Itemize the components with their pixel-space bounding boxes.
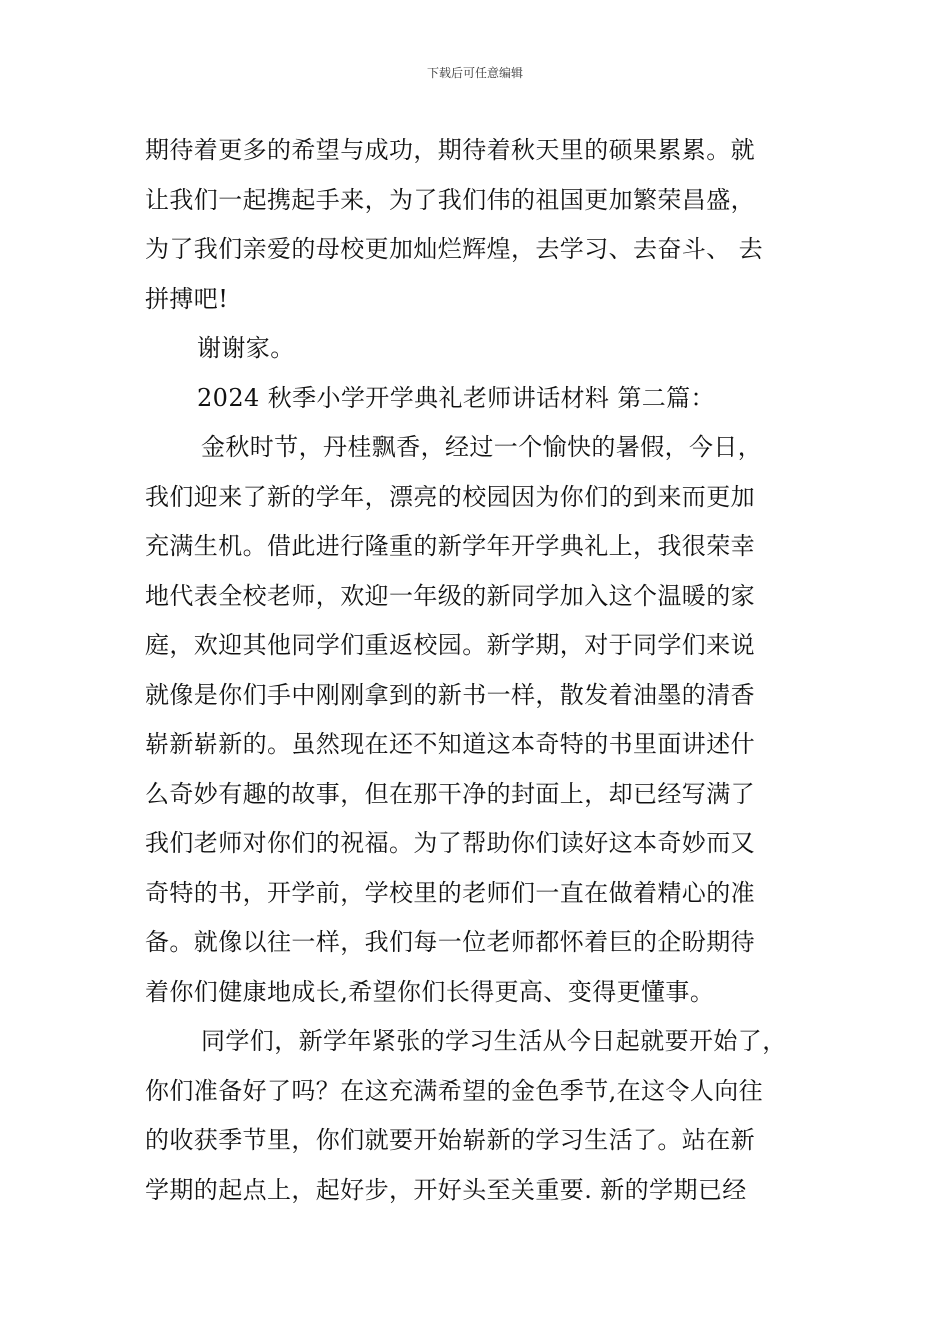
text-line: 地代表全校老师，欢迎一年级的新同学加入这个温暖的家 bbox=[145, 581, 755, 610]
page-header: 下载后可任意编辑 bbox=[426, 66, 523, 80]
text-line: 我们迎来了新的学年，漂亮的校园因为你们的到来而更加 bbox=[145, 482, 755, 511]
text-line: 我们老师对你们的祝福。为了帮助你们读好这本奇妙而又 bbox=[145, 829, 755, 857]
text-line: 么奇妙有趣的故事，但在那干净的封面上，却已经写满了 bbox=[145, 779, 755, 808]
text-line: 崭新崭新的。虽然现在还不知道这本奇特的书里面讲述什 bbox=[145, 730, 755, 758]
text-line: 着你们健康地成长,希望你们长得更高、变得更懂事。 bbox=[145, 977, 715, 1006]
text-line: 拼搏吧! bbox=[145, 284, 229, 313]
text-line: 庭，欢迎其他同学们重返校园。新学期，对于同学们来说 bbox=[145, 631, 755, 659]
paragraph-start: 金秋时节，丹桂飘香，经过一个愉快的暑假，今日， bbox=[201, 433, 763, 461]
document-body bbox=[145, 126, 815, 1215]
text-line: 奇特的书，开学前，学校里的老师们一直在做着精心的准 bbox=[145, 878, 755, 907]
text-line: 你们准备好了吗？在这充满希望的金色季节,在这令人向往 bbox=[145, 1076, 764, 1105]
paragraph-start: 同学们，新学年紧张的学习生活从今日起就要开始了， bbox=[201, 1027, 787, 1055]
closing-line: 谢谢家。 bbox=[197, 334, 295, 362]
text-line: 备。就像以往一样，我们每一位老师都怀着巨的企盼期待 bbox=[145, 928, 755, 956]
text-line: 学期的起点上，起好步，开好头至关重要. 新的学期已经 bbox=[145, 1175, 747, 1204]
text-line: 让我们一起携起手来，为了我们伟的祖国更加繁荣昌盛， bbox=[145, 185, 755, 214]
text-line: 的收获季节里，你们就要开始崭新的学习生活了。站在新 bbox=[145, 1126, 755, 1154]
text-line: 期待着更多的希望与成功，期待着秋天里的硕果累累。就 bbox=[145, 136, 755, 164]
text-line: 就像是你们手中刚刚拿到的新书一样，散发着油墨的清香 bbox=[145, 680, 755, 709]
text-line: 为了我们亲爱的母校更加灿烂辉煌，去学习、去奋斗、 去 bbox=[145, 235, 764, 263]
section-title: 2024 秋季小学开学典礼老师讲话材料 第二篇： bbox=[197, 383, 715, 412]
text-line: 充满生机。借此进行隆重的新学年开学典礼上，我很荣幸 bbox=[145, 532, 755, 560]
